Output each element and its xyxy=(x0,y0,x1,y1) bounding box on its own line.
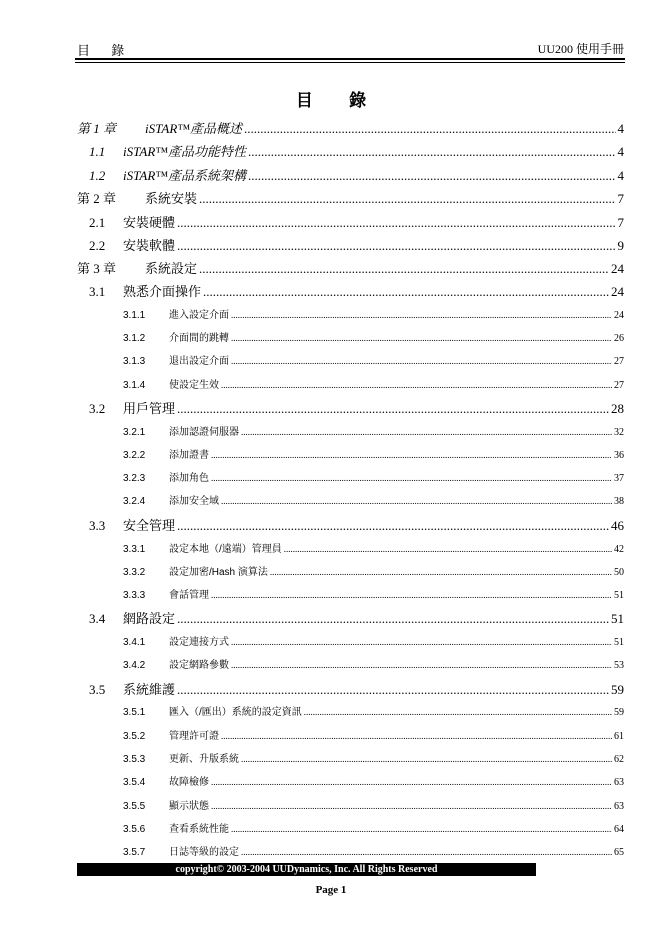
toc-entry-page: 59 xyxy=(614,707,624,718)
toc-leader-dots xyxy=(284,544,612,554)
toc-entry-title: 故障檢修 xyxy=(169,777,209,788)
toc-entry-number: 第 1 章 xyxy=(77,121,117,136)
toc-entry-number: 3.2.3 xyxy=(123,473,146,484)
toc-entry-number: 3.4 xyxy=(89,611,106,626)
toc-leader-dots xyxy=(211,801,612,811)
toc-entry-number: 3.4.1 xyxy=(123,637,146,648)
page-number: Page 1 xyxy=(315,884,347,896)
toc-entry-title: 添加認證伺服器 xyxy=(169,427,239,438)
toc-entry-title: 查看系統性能 xyxy=(169,824,229,835)
toc-entry-subsection[interactable] xyxy=(123,773,624,788)
toc-entry-page: 51 xyxy=(614,590,624,601)
toc-entry-title: 管理許可證 xyxy=(169,731,219,742)
toc-entry-number: 3.2.4 xyxy=(123,496,146,507)
toc-entry-page: 4 xyxy=(617,144,624,159)
toc-entry-section[interactable] xyxy=(89,398,624,417)
toc-leader-dots xyxy=(231,824,612,834)
toc-leader-dots xyxy=(241,847,612,857)
toc-entry-page: 28 xyxy=(611,401,624,416)
toc-entry-subsection[interactable] xyxy=(123,843,624,858)
toc-entry-title: 退出設定介面 xyxy=(169,356,229,367)
toc-entry-subsection[interactable] xyxy=(123,586,624,601)
toc-entry-number: 3.3.1 xyxy=(123,544,146,555)
toc-leader-dots xyxy=(199,261,609,277)
toc-entry-subsection[interactable] xyxy=(123,469,624,484)
toc-entry-number: 3.4.2 xyxy=(123,660,146,671)
toc-entry-subsection[interactable] xyxy=(123,633,624,648)
toc-entry-title: 更新、升版系統 xyxy=(169,754,239,765)
toc-leader-dots xyxy=(244,121,616,137)
toc-entry-page: 51 xyxy=(611,611,624,626)
toc-entry-title: 添加角色 xyxy=(169,473,209,484)
toc-leader-dots xyxy=(211,450,612,460)
toc-entry-title: iSTAR™產品功能特性 xyxy=(123,144,246,159)
toc-entry-page: 36 xyxy=(614,450,624,461)
toc-entry-title: 設定加密/Hash 演算法 xyxy=(169,567,268,578)
toc-entry-page: 65 xyxy=(614,847,624,858)
toc-entry-section[interactable] xyxy=(89,235,624,254)
toc-entry-title: 顯示狀態 xyxy=(169,801,209,812)
toc-entry-page: 42 xyxy=(614,544,624,555)
toc-entry-page: 46 xyxy=(611,518,624,533)
toc-leader-dots xyxy=(248,168,616,184)
toc-entry-chapter-1[interactable] xyxy=(77,118,624,137)
toc-entry-section[interactable] xyxy=(89,515,624,534)
toc-leader-dots xyxy=(177,682,609,698)
copyright-bar: copyright© 2003-2004 UUDynamics, Inc. All Rights Reserved xyxy=(77,863,536,876)
toc-entry-title: 安全管理 xyxy=(123,518,176,533)
toc-entry-subsection[interactable] xyxy=(123,306,624,321)
toc-entry-page: 4 xyxy=(617,168,624,183)
toc-entry-title: 設定連接方式 xyxy=(169,637,229,648)
header-manual-title: UU200 使用手冊 xyxy=(537,42,624,56)
toc-entry-section[interactable] xyxy=(89,212,624,231)
toc-entry-title: 添加安全域 xyxy=(169,496,219,507)
toc-leader-dots xyxy=(203,284,609,300)
toc-entry-number: 3.5.3 xyxy=(123,754,146,765)
toc-entry-title: 用戶管理 xyxy=(123,401,176,416)
toc-entry-subsection[interactable] xyxy=(123,750,624,765)
header-section-title: 目 錄 xyxy=(77,43,134,58)
toc-entry-number: 第 3 章 xyxy=(77,261,117,276)
toc-entry-number: 3.3 xyxy=(89,518,106,533)
toc-entry-title: 添加證書 xyxy=(169,450,209,461)
toc-leader-dots xyxy=(177,611,609,627)
toc-leader-dots xyxy=(231,660,612,670)
toc-leader-dots xyxy=(231,310,612,320)
toc-entry-number: 2.2 xyxy=(89,238,106,253)
toc-entry-title: 系統設定 xyxy=(145,261,198,276)
toc-entry-page: 27 xyxy=(614,356,624,367)
toc-entry-section[interactable] xyxy=(89,141,624,160)
toc-leader-dots xyxy=(241,427,612,437)
toc-entry-number: 3.5.2 xyxy=(123,731,146,742)
toc-entry-page: 24 xyxy=(611,284,624,299)
toc-leader-dots xyxy=(270,567,612,577)
toc-entry-chapter-3[interactable] xyxy=(77,258,624,277)
toc-entry-page: 63 xyxy=(614,777,624,788)
toc-entry-number: 3.1.1 xyxy=(123,310,146,321)
toc-entry-title: 會話管理 xyxy=(169,590,209,601)
toc-leader-dots xyxy=(199,191,615,207)
toc-entry-number: 3.2.2 xyxy=(123,450,146,461)
toc-leader-dots xyxy=(211,473,612,483)
toc-entry-subsection[interactable] xyxy=(123,820,624,835)
toc-entry-subsection[interactable] xyxy=(123,423,624,438)
toc-entry-page: 32 xyxy=(614,427,624,438)
toc-entry-subsection[interactable] xyxy=(123,540,624,555)
toc-entry-number: 3.5.5 xyxy=(123,801,146,812)
toc-entry-title: 安裝軟體 xyxy=(123,238,176,253)
toc-entry-page: 53 xyxy=(614,660,624,671)
toc-entry-subsection[interactable] xyxy=(123,329,624,344)
toc-entry-section[interactable] xyxy=(89,281,624,300)
toc-entry-title: 日誌等級的設定 xyxy=(169,847,239,858)
toc-entry-number: 1.2 xyxy=(89,168,106,183)
toc-leader-dots xyxy=(177,518,609,534)
toc-entry-number: 3.5.6 xyxy=(123,824,146,835)
toc-entry-title: 安裝硬體 xyxy=(123,215,176,230)
toc-leader-dots xyxy=(231,356,612,366)
toc-entry-subsection[interactable] xyxy=(123,563,624,578)
toc-leader-dots xyxy=(177,238,615,254)
toc-leader-dots xyxy=(221,731,612,741)
toc-entry-subsection[interactable] xyxy=(123,727,624,742)
toc-leader-dots xyxy=(231,637,612,647)
toc-entry-number: 1.1 xyxy=(89,144,106,159)
toc-entry-number: 3.3.2 xyxy=(123,567,146,578)
toc-entry-subsection[interactable] xyxy=(123,492,624,507)
toc-leader-dots xyxy=(248,144,616,160)
toc-entry-number: 2.1 xyxy=(89,215,106,230)
toc-entry-page: 7 xyxy=(617,215,624,230)
toc-entry-number: 3.1.4 xyxy=(123,380,146,391)
toc-leader-dots xyxy=(221,496,612,506)
toc-entry-title: 系統安裝 xyxy=(145,191,198,206)
toc-leader-dots xyxy=(231,333,612,343)
toc-entry-page: 51 xyxy=(614,637,624,648)
toc-entry-number: 第 2 章 xyxy=(77,191,117,206)
toc-leader-dots xyxy=(221,380,612,390)
toc-entry-number: 3.5.1 xyxy=(123,707,146,718)
toc-entry-title: iSTAR™產品系統架構 xyxy=(123,168,246,183)
toc-entry-page: 24 xyxy=(614,310,624,321)
toc-entry-title: 介面間的跳轉 xyxy=(169,333,229,344)
toc-entry-title: 使設定生效 xyxy=(169,380,219,391)
toc-leader-dots xyxy=(304,707,612,717)
toc-entry-title: 網路設定 xyxy=(123,611,176,626)
header-rule xyxy=(75,58,625,60)
toc-leader-dots xyxy=(211,777,612,787)
toc-entry-number: 3.2.1 xyxy=(123,427,146,438)
toc-entry-page: 4 xyxy=(617,121,624,136)
toc-entry-page: 50 xyxy=(614,567,624,578)
toc-entry-number: 3.3.3 xyxy=(123,590,146,601)
toc-entry-page: 37 xyxy=(614,473,624,484)
toc-entry-subsection[interactable] xyxy=(123,797,624,812)
toc-entry-section[interactable] xyxy=(89,679,624,698)
toc-entry-number: 3.1 xyxy=(89,284,106,299)
toc-leader-dots xyxy=(177,215,615,231)
toc-entry-page: 59 xyxy=(611,682,624,697)
toc-entry-number: 3.5.4 xyxy=(123,777,146,788)
toc-entry-title: 熟悉介面操作 xyxy=(123,284,202,299)
toc-entry-number: 3.5.7 xyxy=(123,847,146,858)
toc-entry-number: 3.1.2 xyxy=(123,333,146,344)
header-rule-thin xyxy=(75,62,625,63)
toc-entry-title: 設定本地（/遠端）管理員 xyxy=(169,544,282,555)
toc-entry-page: 63 xyxy=(614,801,624,812)
toc-entry-subsection[interactable] xyxy=(123,446,624,461)
toc-entry-page: 27 xyxy=(614,380,624,391)
toc-entry-subsection[interactable] xyxy=(123,352,624,367)
toc-entry-section[interactable] xyxy=(89,165,624,184)
toc-entry-page: 7 xyxy=(617,191,624,206)
toc-entry-page: 26 xyxy=(614,333,624,344)
toc-entry-title: iSTAR™產品概述 xyxy=(145,121,242,136)
toc-leader-dots xyxy=(177,401,609,417)
toc-entry-title: 設定網路參數 xyxy=(169,660,229,671)
toc-entry-section[interactable] xyxy=(89,608,624,627)
toc-entry-page: 62 xyxy=(614,754,624,765)
toc-entry-page: 24 xyxy=(611,261,624,276)
toc-entry-chapter-2[interactable] xyxy=(77,188,624,207)
toc-entry-title: 系統維護 xyxy=(123,682,176,697)
toc-entry-title: 進入設定介面 xyxy=(169,310,229,321)
toc-entry-page: 61 xyxy=(614,731,624,742)
page-title: 目 錄 xyxy=(295,91,383,110)
toc-entry-page: 9 xyxy=(617,238,624,253)
toc-entry-subsection[interactable] xyxy=(123,703,624,718)
toc-entry-number: 3.5 xyxy=(89,682,106,697)
toc-leader-dots xyxy=(211,590,612,600)
toc-entry-number: 3.1.3 xyxy=(123,356,146,367)
toc-leader-dots xyxy=(241,754,612,764)
toc-entry-number: 3.2 xyxy=(89,401,106,416)
toc-entry-subsection[interactable] xyxy=(123,656,624,671)
toc-entry-title: 匯入（/匯出）系統的設定資訊 xyxy=(169,707,302,718)
toc-entry-subsection[interactable] xyxy=(123,376,624,391)
toc-entry-page: 38 xyxy=(614,496,624,507)
toc-entry-page: 64 xyxy=(614,824,624,835)
